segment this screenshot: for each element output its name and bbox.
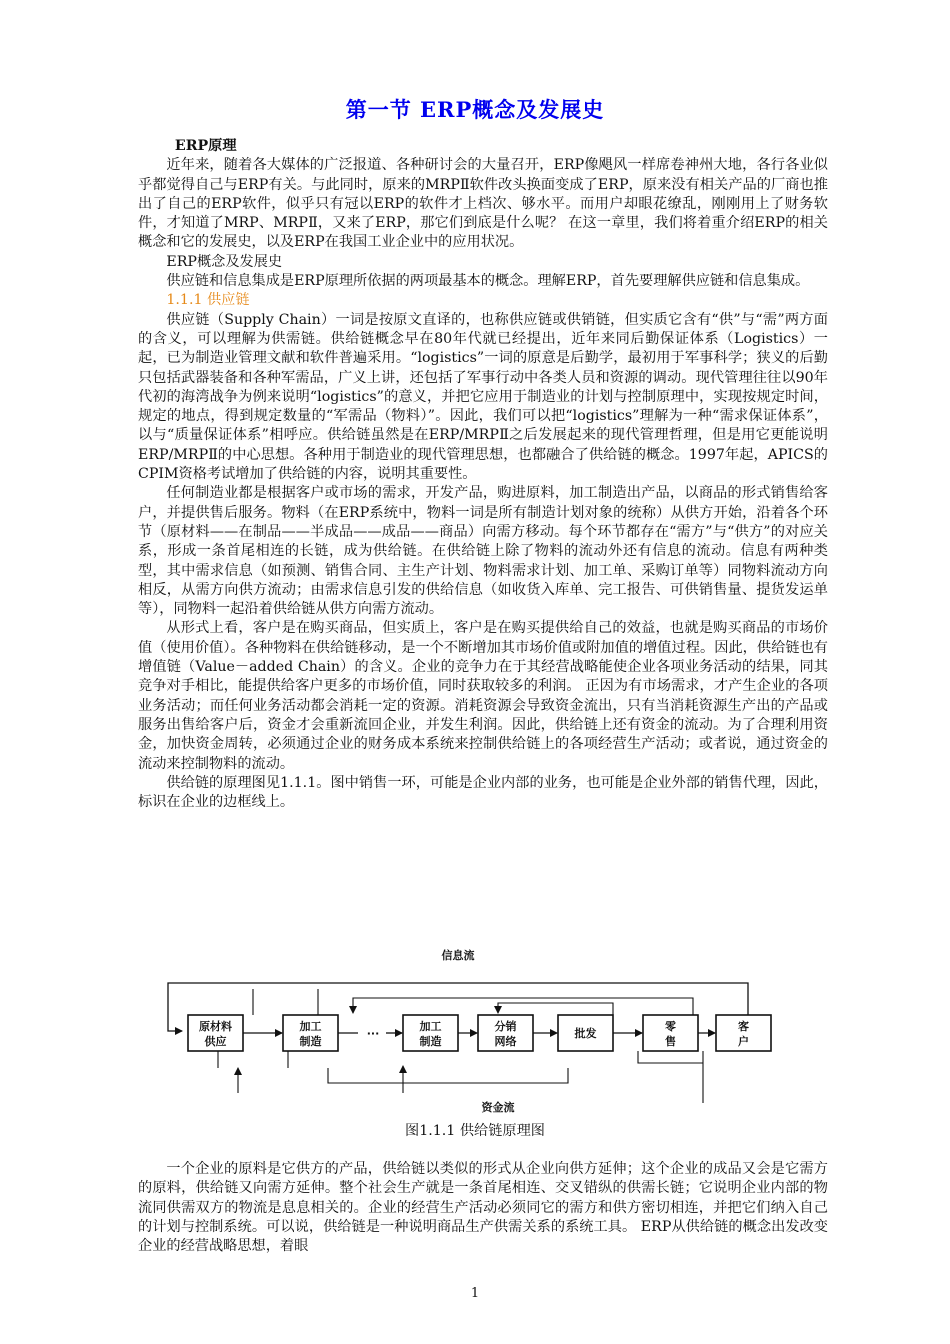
chain-node-label-2: 户: [738, 1035, 749, 1048]
chain-node-label: 零: [665, 1020, 676, 1033]
chain-node-label: 原材料: [199, 1020, 232, 1033]
paragraph: 供给链的原理图见1.1.1。图中销售一环，可能是企业内部的业务，也可能是企业外部的销售代理，因此，标识在企业的边框线上。: [138, 774, 828, 811]
chain-node-label-2: 制造: [419, 1035, 442, 1048]
ellipsis: ···: [366, 1027, 380, 1040]
paragraph: 任何制造业都是根据客户或市场的需求，开发产品，购进原料，加工制造出产品，以商品的形式销售给客户，并提供售后服务。物料（在ERP系统中，物料一词是所有制造计划对象的统称）从供方开始，沿着各个环节（原材料——在制品——半成品——成品——商品）向需方移动。每个环节都存在“需方”与“供方”的对应关系，形成一条首尾相连的长链，成为供给链。在供给链上除了物料的流动外还有信息的流动。信息有两种类型，其中需求信息（如预测、销售合同、主生产计划、物料需求计划、加工单、采购订单等）同物料流动方向相反，从需方向供方流动；由需求信息引发的供给信息（如收货入库单、完工报告、可供销售量、提货发运单等），同物料一起沿着供给链从供方向需方流动。: [138, 485, 828, 618]
paragraph: 1.1.1 供应链: [166, 292, 250, 309]
paragraph: 供应链（Supply Chain）一词是按原文直译的，也称供应链或供销链，但实质它含有“供”与“需”两方面的含义，可以理解为供需链。供给链概念早在80年代就已经提出，近年来同后勤保证体系（Logistics）一起，已为制造业管理文献和软件普遍采用。“logistics”一词的原意是后勤学，最初用于军事科学；狭义的后勤只包括武器装备和各种军需品，广义上讲，还包括了军事行动中各类人员和资源的调动。现代管理往往以90年代初的海湾战争为例来说明“logistics”的意义，并把它应用于制造业的计划与控制原理中，实现按规定时间，规定的地点，得到规定数量的“军需品（物料）”。因此，我们可以把“logistics”理解为一种“需求保证体系”，以与“质量保证体系”相呼应。供给链虽然是在ERP/MRPⅡ之后发展起来的现代管理哲理，但是用它更能说明ERP/MRPⅡ的中心思想。各种用于制造业的现代管理思想，也都融合了供给链的概念。1997年起，APICS的CPIM资格考试增加了供给链的内容，说明其重要性。: [138, 311, 828, 483]
chain-node: [283, 1015, 338, 1051]
info-feedback-line-2: [498, 1003, 613, 1015]
paragraph: ERP原理: [174, 138, 237, 154]
chain-node: [643, 1015, 698, 1051]
body-text-upper: [138, 137, 828, 812]
paragraph: 近年来，随着各大媒体的广泛报道、各种研讨会的大量召开，ERP像飓风一样席卷神州大地，各行各业似乎都觉得自己与ERP有关。与此同时，原来的MRPⅡ软件改头换面变成了ERP，原来没有相关产品的厂商也推出了自己的ERP软件，似乎只有冠以ERP的软件才上档次、够水平。而用户却眼花缭乱，刚刚用上了财务软件，才知道了MRP、MRPⅡ，又来了ERP，那它们到底是什么呢？ 在这一章里，我们将着重介绍ERP的相关概念和它的发展史，以及ERP在我国工业企业中的应用状况。: [138, 157, 828, 251]
paragraph: 供应链和信息集成是ERP原理所依据的两项最基本的概念。理解ERP，首先要理解供应链和信息集成。: [166, 273, 810, 290]
chain-node-label-2: 制造: [299, 1035, 322, 1048]
page-number: 1: [470, 1286, 480, 1301]
paragraph: 一个企业的原料是它供方的产品，供给链以类似的形式从企业向供方延伸；这个企业的成品又会是它需方的原料，供给链又向需方延伸。整个社会生产就是一条首尾相连、交叉错纵的供需长链；它说明企业内部的物流同供需双方的物流是息息相关的。企业的经营生产活动必须同它的需方和供方密切相连，并把它们纳入自己的计划与控制系统。可以说，供给链是一种说明商品生产供需关系的系统工具。 ERP从供给链的概念出发改变企业的经营战略思想，着眼: [138, 1161, 828, 1255]
chain-node-label: 加工: [299, 1020, 322, 1033]
info-flow-label: 信息流: [441, 949, 475, 962]
chain-node-label: 分销: [494, 1020, 517, 1033]
chain-node: [716, 1015, 771, 1051]
chain-node-label: 批发: [574, 1027, 597, 1040]
fund-flow-right: [638, 1051, 703, 1063]
chain-node: [403, 1015, 458, 1051]
chain-node-label-2: 售: [665, 1035, 676, 1048]
chain-node: [478, 1015, 533, 1051]
chain-node: [558, 1015, 613, 1051]
paragraph: ERP概念及发展史: [166, 253, 283, 270]
chain-node-label-2: 供应: [204, 1035, 227, 1048]
supply-chain-diagram: [158, 943, 778, 1118]
fund-flow-mid: [328, 1068, 568, 1083]
body-text-lower: [138, 1160, 828, 1256]
figure-caption: 图1.1.1 供给链原理图: [405, 1123, 545, 1139]
paragraph: 从形式上看，客户是在购买商品，但实质上，客户是在购买提供给自己的效益，也就是购买商品的市场价值（使用价值）。各种物料在供给链移动，是一个不断增加其市场价值或附加值的增值过程。因此，供给链也有增值链（Value－added Chain）的含义。企业的竞争力在于其经营战略能使企业各项业务活动的结果，同其竞争对手相比，能提供给客户更多的市场价值，同时获取较多的利润。 正因为有市场需求，才产生企业的各项业务活动；而任何业务活动都会消耗一定的资源。消耗资源会导致资金流出，只有当消耗资源生产出的产品或服务出售给客户后，资金才会重新流回企业，并发生利润。因此，供给链上还有资金的流动。为了合理利用资金，加快资金周转，必须通过企业的财务成本系统来控制供给链上的各项经营生产活动；或者说，通过资金的流动来控制物料的流动。: [138, 620, 828, 772]
info-feedback-line: [353, 998, 693, 1015]
chain-node-label: 客: [738, 1020, 749, 1033]
chain-node: [188, 1015, 243, 1051]
fund-flow-label: 资金流: [481, 1101, 515, 1114]
chain-node-label-2: 网络: [494, 1035, 517, 1048]
chain-node-label: 加工: [419, 1020, 442, 1033]
page-title: 第一节 ERP概念及发展史: [345, 97, 605, 122]
